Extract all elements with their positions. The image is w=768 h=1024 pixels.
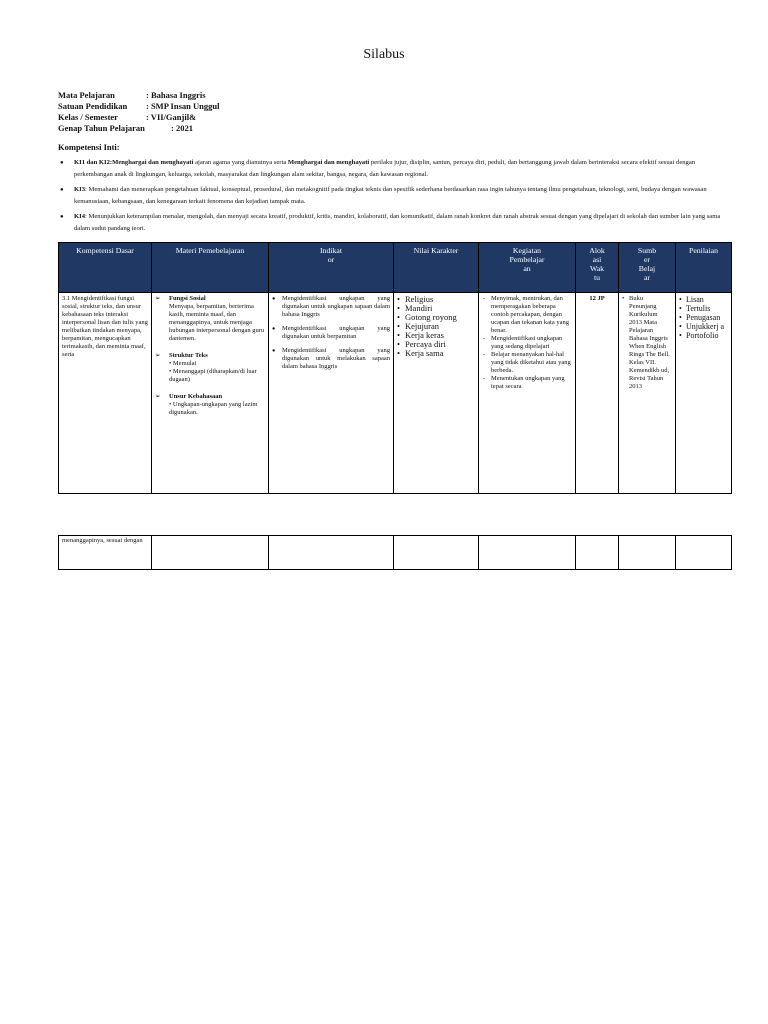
header-penilaian: Penilaian xyxy=(676,243,732,293)
indikator-list xyxy=(272,295,390,371)
meta-label: Kelas / Semester xyxy=(58,112,118,122)
meta-row xyxy=(58,112,219,123)
ki-lead: KI3 xyxy=(74,186,85,193)
kegiatan-item: - Menyimak, menirukan, dan memperagakan beberapa contoh percakapan, dengan ucapan dan tekanan kata yang benar. xyxy=(482,295,572,335)
kegiatan-item: - Menentukan ungkapan yang tepat secara xyxy=(482,375,572,391)
meta-value: : Bahasa Inggris xyxy=(146,90,206,100)
penilaian-list xyxy=(679,295,728,340)
empty-cell xyxy=(394,536,479,570)
cell-kompetensi-dasar-cont: menanggapinya, sesuai dengan xyxy=(59,536,152,570)
materi-body: Menyapa, berpamitan, berterima kasih, meminta maaf, dan menanggapinya, untuk menjaga hubungan interpersonal dengan guru dantemen. xyxy=(169,303,265,342)
ki-text-2: perilaku jujur, disiplin, santun, percaya diri, peduli, dan bertanggung jawab dalam berinteraksi secara efektif sesuai dengan perkembangan anak di lingkungan, keluarga, sekolah, masyarakat dan lingkungan alam sekitar, bangsa, negara, dan kawasan regional. xyxy=(74,159,696,178)
page-title: Silabus xyxy=(363,47,405,62)
meta-row xyxy=(58,90,219,101)
sumber-item: • Buku Penunjang Kurikulum 2013 Mata Pelajaran Bahasa Inggris When English Rings The Bell. Kelas VII. Kemendikb ud, Revisi Tahun 2013 xyxy=(622,295,672,391)
kegiatan-item: - Belajar menanyakan hal-hal yang tidak diketahui atau yang berbeda. xyxy=(482,351,572,375)
nilai-item: • Mandiri xyxy=(397,304,475,313)
materi-item xyxy=(155,295,265,343)
nilai-item: • Kejujuran xyxy=(397,322,475,331)
cell-materi xyxy=(152,293,269,494)
header-materi: Materi Pemebelajaran xyxy=(152,243,269,293)
empty-cell xyxy=(576,536,619,570)
penilaian-item: • Lisan xyxy=(679,295,728,304)
materi-item xyxy=(155,352,265,384)
ki-text: : Memahami dan menerapkan pengetahuan faktual, konseptual, prosedural, dan metakognitif pada tingkat teknis dan spesifik sederhana berdasarkan rasa ingin tahunya tentang ilmu pengetahuan, teknologi, seni, budaya dengan wawasan kemanusiaan, kebangsaan, dan kenegaraan terkait fenomena dan kejadian tampak mata. xyxy=(74,186,707,205)
penilaian-item: • Penugasan xyxy=(679,313,728,322)
header-kompetensi-dasar: Kompetensi Dasar xyxy=(59,243,152,293)
empty-cell xyxy=(619,536,676,570)
nilai-item: • Gotong royong xyxy=(397,313,475,322)
ki-list xyxy=(58,157,730,238)
meta-value: : 2021 xyxy=(171,123,193,133)
kegiatan-list xyxy=(482,295,572,391)
empty-cell xyxy=(479,536,576,570)
indikator-item: ● Mengidentifikasi ungkapan yang digunakan untuk berpamitan xyxy=(272,325,390,341)
nilai-item: • Kerja sama xyxy=(397,349,475,358)
ki-text: : Menunjukkan keterampilan menalar, mengolah, dan menyaji secara kreatif, produktif, kritis, mandiri, kolaboratif, dan komunikatif, dalam ranah konkret dan ranah abstrak sesuai dengan yang dipelajari di sekolah dan sumber lain yang sama dalam sudut pandang teori. xyxy=(74,213,721,232)
table-row xyxy=(59,536,732,570)
sumber-list xyxy=(622,295,672,391)
ki-item xyxy=(58,184,730,208)
nilai-item: • Kerja keras xyxy=(397,331,475,340)
meta-row xyxy=(58,101,219,112)
materi-body: • Ungkapan-ungkapan yang lazim digunakan. xyxy=(169,401,258,416)
header-indikator: Indikat or xyxy=(269,243,394,293)
nilai-item: • Religius xyxy=(397,295,475,304)
indikator-item: ● Mengidentifikasi ungkapan yang digunakan untuk ungkapan sapaan dalam bahasa Inggris xyxy=(272,295,390,319)
silabus-table xyxy=(58,242,732,494)
header-kegiatan: Kegiatan Pembelajar an xyxy=(479,243,576,293)
cell-kegiatan xyxy=(479,293,576,494)
cell-sumber xyxy=(619,293,676,494)
materi-body: • Memulai • Menanggapi (diharapkan/di luar dugaan) xyxy=(169,360,257,383)
header-sumber: Sumb er Belaj ar xyxy=(619,243,676,293)
cell-penilaian xyxy=(676,293,732,494)
continuation-table xyxy=(58,535,732,570)
meta-value: : SMP Insan Unggul xyxy=(146,101,220,111)
meta-row xyxy=(58,123,219,134)
meta-value: : VII/Ganjil& xyxy=(146,112,197,122)
meta-label: Mata Pelajaran xyxy=(58,90,115,100)
penilaian-item: • Unjukkerj a xyxy=(679,322,728,331)
materi-label: ➢ Unsur Kebahasaan xyxy=(169,393,223,400)
ki-text: ajaran agama yang dianutnya serta xyxy=(193,159,288,166)
meta-label: Genap Tahun Pelajaran xyxy=(58,123,145,133)
ki-item xyxy=(58,211,730,235)
ki-heading: Kompetensi Inti: xyxy=(58,142,120,152)
materi-list xyxy=(155,295,265,417)
cell-kompetensi-dasar: 3.1 Mengidentifikasi fungsi sosial, struktur teks, dan unsur kebahasaan teks interaksi interpersonal lisan dan tulis yang melibatkan tindakan menyapa, berpamitan, mengucapkan terimakasih, dan meminta maaf, serta xyxy=(59,293,152,494)
cell-alokasi: 12 JP xyxy=(576,293,619,494)
empty-cell xyxy=(269,536,394,570)
ki-lead: KI4 xyxy=(74,213,85,220)
empty-cell xyxy=(152,536,269,570)
table-row xyxy=(59,293,732,494)
materi-label: ➢ Struktur Teks xyxy=(169,352,208,359)
empty-cell xyxy=(676,536,732,570)
document-meta xyxy=(58,90,219,134)
cell-nilai-karakter xyxy=(394,293,479,494)
ki-item xyxy=(58,157,730,181)
table-header-row xyxy=(59,243,732,293)
penilaian-item: • Portofolio xyxy=(679,331,728,340)
header-nilai-karakter: Nilai Karakter xyxy=(394,243,479,293)
indikator-item: ● Mengidentifikasi ungkapan yang digunakan untuk melakukan sapaan dalam bahasa Inggris xyxy=(272,347,390,371)
nilai-karakter-list xyxy=(397,295,475,358)
cell-indikator xyxy=(269,293,394,494)
nilai-item: • Percaya diri xyxy=(397,340,475,349)
penilaian-item: • Tertulis xyxy=(679,304,728,313)
ki-lead: KI1 dan KI2:Menghargai dan menghayati xyxy=(74,159,194,166)
meta-label: Satuan Pendidikan xyxy=(58,101,128,111)
kegiatan-item: - Mengidentifikasi ungkapan yang sedang dipelajari xyxy=(482,335,572,351)
materi-label: ➢ Fungsi Sosial xyxy=(169,295,206,302)
ki-lead-2: Menghargai dan menghayati xyxy=(287,159,370,166)
materi-item xyxy=(155,393,265,417)
header-alokasi: Alok asi Wak tu xyxy=(576,243,619,293)
